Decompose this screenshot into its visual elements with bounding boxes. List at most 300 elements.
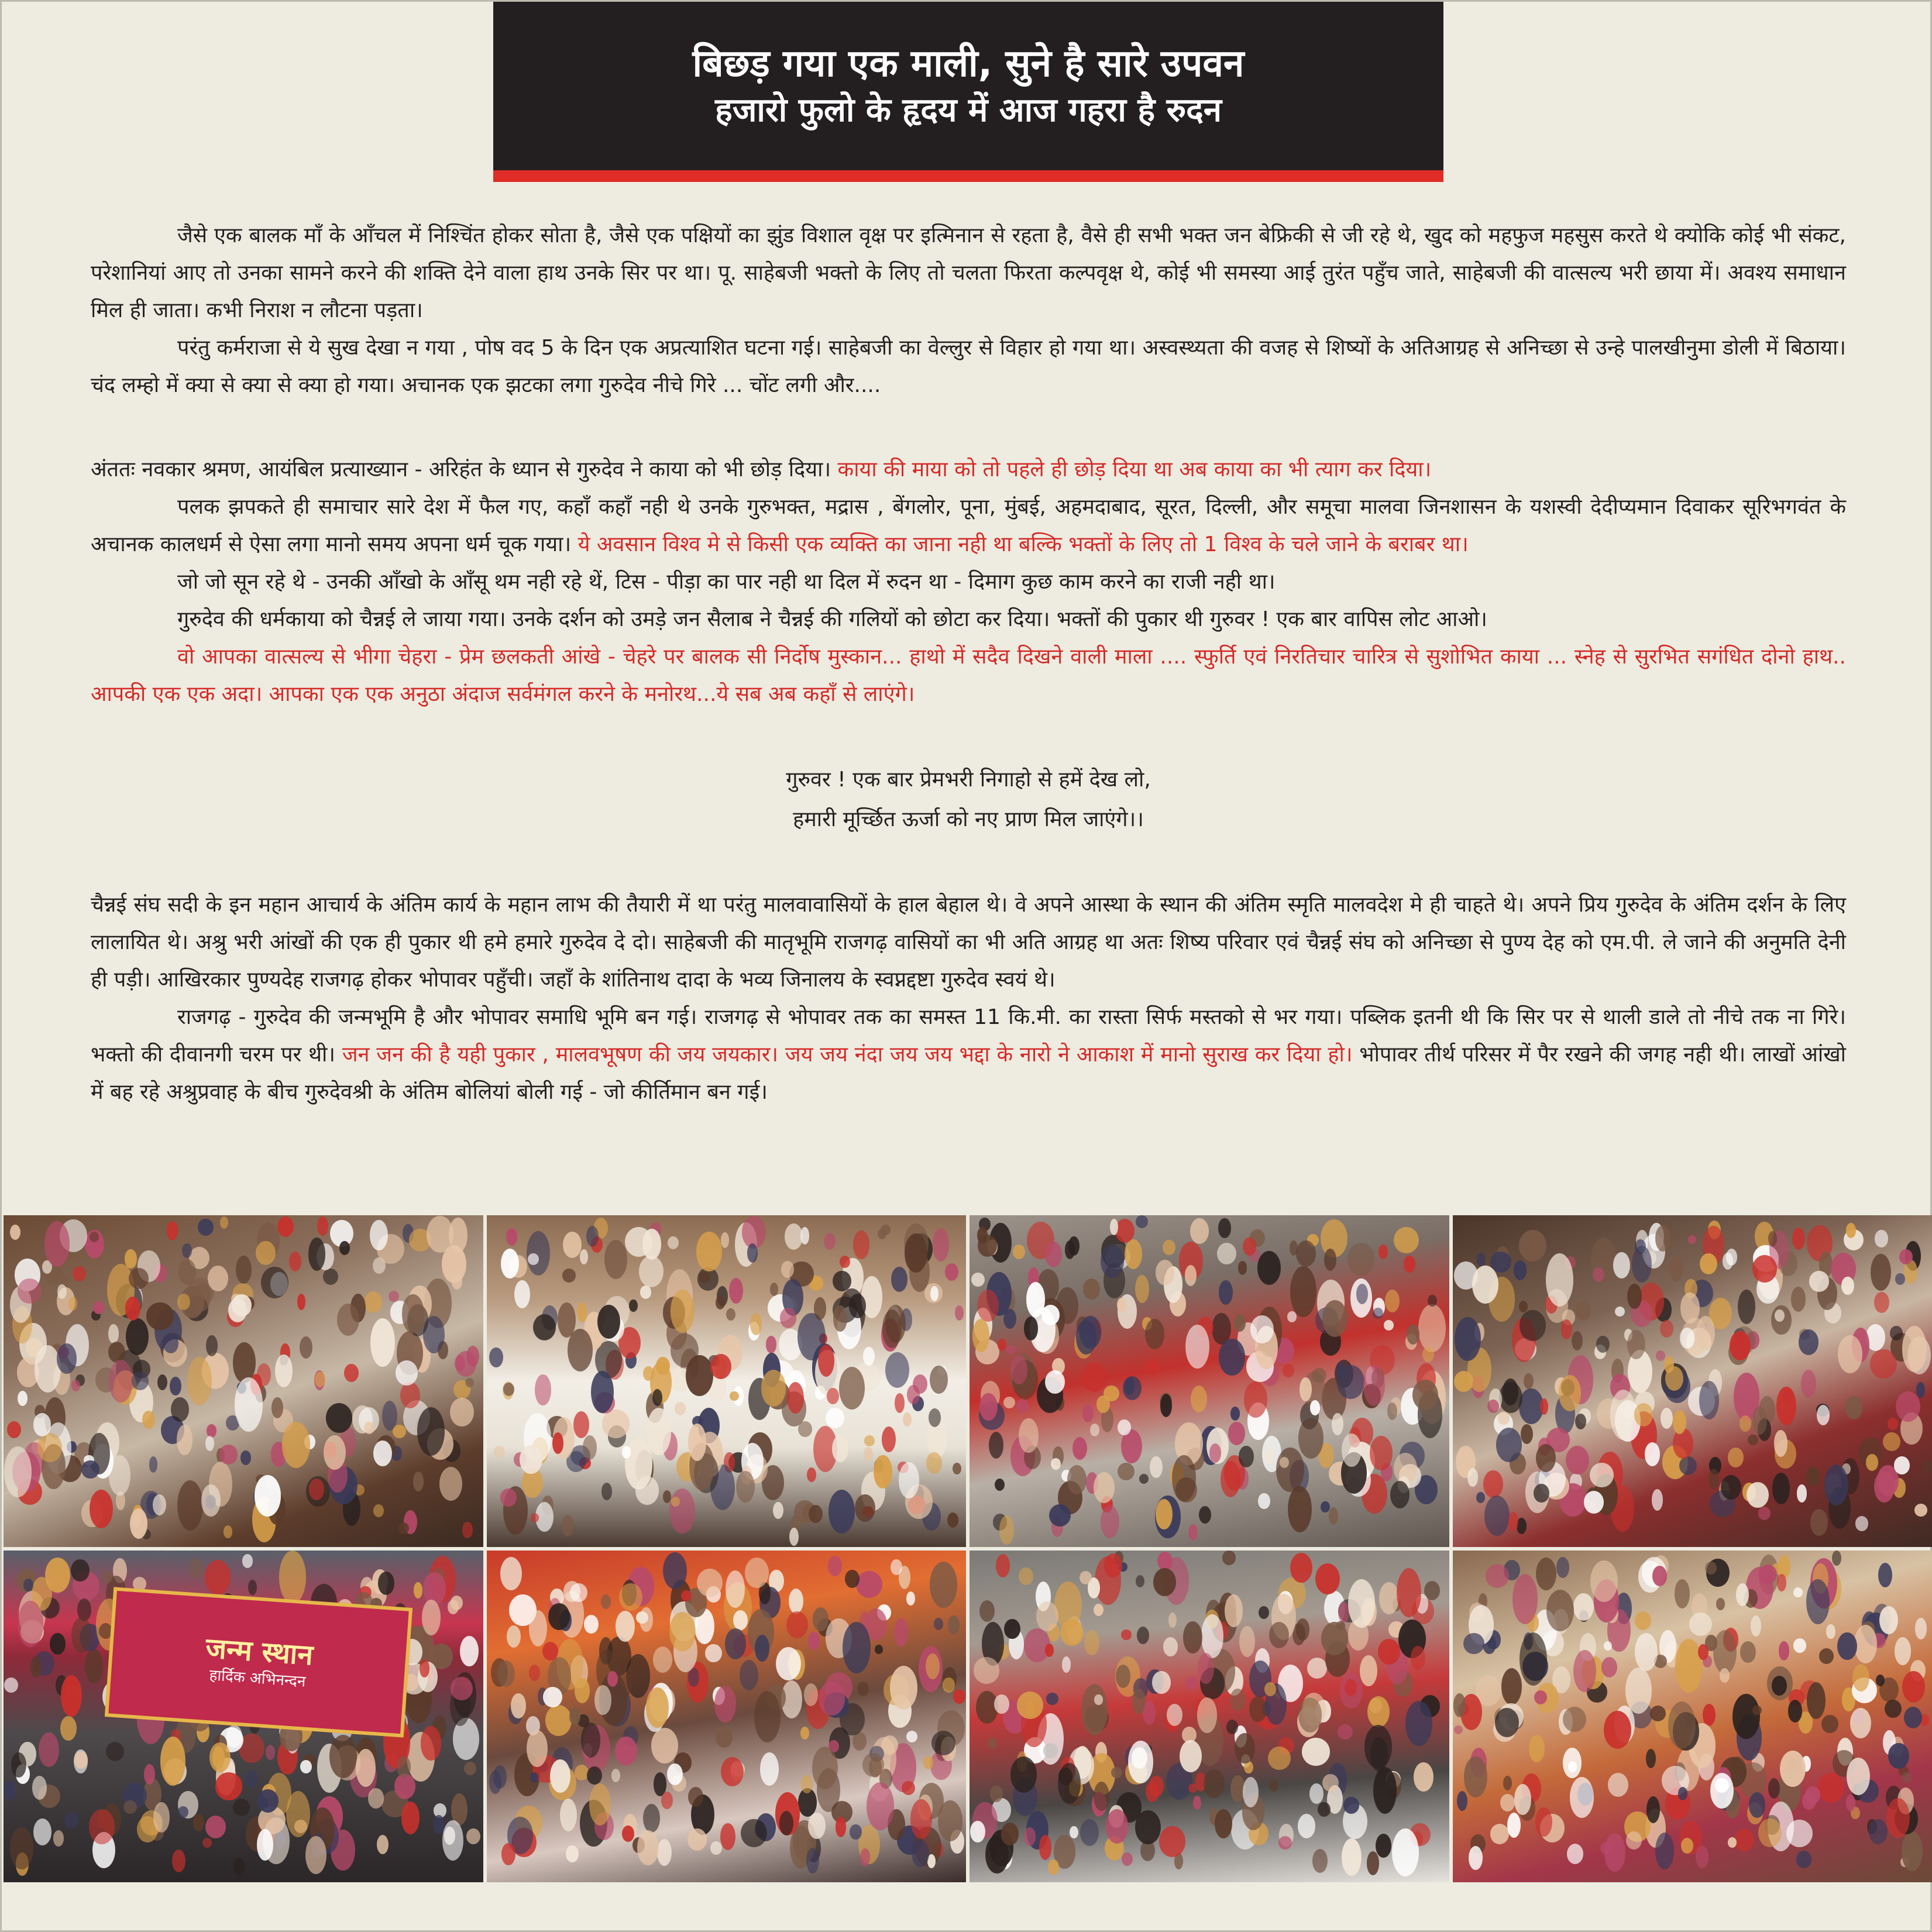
photo-packed-street bbox=[970, 1551, 1449, 1882]
crowd-figure bbox=[953, 1463, 961, 1474]
crowd-figure bbox=[1039, 1835, 1052, 1860]
crowd-figure bbox=[780, 1308, 796, 1328]
crowd-figure bbox=[219, 1445, 237, 1465]
crowd-figure bbox=[1455, 1317, 1481, 1361]
crowd-figure bbox=[747, 1243, 758, 1263]
paragraph-9-highlight: जन जन की है यही पुकार , मालवभूषण की जय जयकार। जय जय नंदा जय जय भद्दा के नारो ने आकाश में मानो सुराख कर दिया हो। bbox=[342, 1043, 1353, 1067]
crowd-figure bbox=[1153, 1568, 1175, 1596]
crowd-figure bbox=[1689, 1613, 1713, 1636]
crowd-figure bbox=[245, 1771, 258, 1788]
crowd-figure bbox=[1748, 1435, 1758, 1446]
crowd-figure bbox=[1768, 1778, 1780, 1799]
crowd-figure bbox=[125, 1297, 141, 1320]
crowd-figure bbox=[535, 1374, 551, 1405]
crowd-figure bbox=[1703, 1704, 1716, 1726]
crowd-figure bbox=[448, 1600, 459, 1614]
photo-hall-crowd bbox=[1453, 1215, 1932, 1547]
crowd-figure bbox=[1681, 1838, 1694, 1854]
crowd-figure bbox=[1655, 1833, 1674, 1869]
crowd-figure bbox=[1234, 1314, 1246, 1332]
crowd-figure bbox=[10, 1827, 33, 1870]
crowd-figure bbox=[1017, 1692, 1044, 1718]
crowd-figure bbox=[160, 1737, 185, 1786]
crowd-figure bbox=[639, 1256, 664, 1287]
crowd-figure bbox=[123, 1800, 137, 1814]
crowd-figure bbox=[1730, 1331, 1751, 1360]
crowd-figure bbox=[1296, 1240, 1316, 1267]
crowd-figure bbox=[1546, 1253, 1573, 1307]
crowd-figure bbox=[1407, 1324, 1419, 1345]
crowd-figure bbox=[1698, 1644, 1708, 1660]
crowd-figure bbox=[1072, 1437, 1087, 1460]
crowd-figure bbox=[1786, 1820, 1813, 1847]
crowd-figure bbox=[1083, 1278, 1100, 1300]
crowd-figure bbox=[560, 1799, 577, 1831]
crowd-figure bbox=[1916, 1382, 1925, 1398]
crowd-figure bbox=[1652, 1566, 1667, 1586]
crowd-figure bbox=[236, 1256, 251, 1284]
crowd-figure bbox=[1121, 1630, 1131, 1640]
crowd-figure bbox=[1819, 1648, 1834, 1664]
crowd-figure bbox=[1321, 1622, 1348, 1655]
crowd-figure bbox=[300, 1336, 312, 1359]
crowd-figure bbox=[1902, 1772, 1912, 1783]
crowd-figure bbox=[153, 1494, 166, 1515]
crowd-figure bbox=[421, 1726, 442, 1760]
crowd-figure bbox=[1244, 1381, 1267, 1418]
crowd-figure bbox=[1172, 1455, 1195, 1502]
crowd-figure bbox=[400, 1382, 420, 1408]
crowd-figure bbox=[1669, 1256, 1683, 1281]
crowd-figure bbox=[1738, 1290, 1755, 1324]
crowd-figure bbox=[11, 1752, 26, 1778]
paragraph-9 bbox=[91, 999, 1846, 1111]
crowd-figure bbox=[856, 1571, 883, 1598]
crowd-figure bbox=[1625, 1668, 1652, 1714]
crowd-figure bbox=[955, 1305, 964, 1321]
crowd-figure bbox=[242, 1554, 253, 1568]
crowd-figure bbox=[688, 1424, 707, 1461]
crowd-figure bbox=[583, 1435, 597, 1460]
crowd-texture bbox=[487, 1215, 967, 1547]
crowd-figure bbox=[934, 1618, 943, 1630]
crowd-figure bbox=[1280, 1457, 1289, 1468]
crowd-figure bbox=[1167, 1704, 1182, 1726]
crowd-figure bbox=[1024, 1827, 1036, 1845]
crowd-figure bbox=[1604, 1711, 1631, 1749]
crowd-figure bbox=[601, 1594, 611, 1609]
crowd-figure bbox=[393, 1425, 406, 1438]
paragraph-8: चैन्नई संघ सदी के इन महान आचार्य के अंतिम कार्य के महान लाभ की तैयारी में था परंतु मालवावासियों के हाल बेहाल थे। वे अपने आस्था के स्थान की अंतिम स्मृति मालवदेश मे ही चाहते थे। अपने प्रिय गुरुदेव के अंतिम दर्शन के लिए लालायित थे। अश्रु भरी आंखों की एक ही पुकार थी हमे हमारे गुरुदेव दे दो। साहेबजी की मातृभूमि राजगढ़ वासियों का भी अति आग्रह था अतः शिष्य परिवार एवं चैन्नई संघ को अनिच्छा से पुण्य देह को एम.पी. ले जाने की अनुमति देनी ही पड़ी। आखिरकार पुण्यदेह राजगढ़ होकर भोपावर पहुँची। जहाँ के शांतिनाथ दादा के भव्य जिनालय के स्वप्नद्दष्टा गुरुदेव स्वयं थे। bbox=[91, 893, 1846, 992]
paragraph-7-highlight: वो आपका वात्सल्य से भीगा चेहरा - प्रेम छलकती आंखे - चेहरे पर बालक सी निर्दोष मुस्कान... हाथो में सदैव दिखने वाली माला .... स्फुर्ति एवं निरतिचार चारित्र से सुशोभित काया ... स्नेह से सुरभित सगंधित दोनो हाथ.. आपकी एक एक अदा। आपका एक एक अनुठा अंदाज सर्वमंगल करने के मनोरथ...ये सब अब कहाँ से लाएंगे। bbox=[91, 645, 1846, 706]
crowd-figure bbox=[710, 1841, 722, 1855]
crowd-figure bbox=[545, 1705, 572, 1735]
crowd-figure bbox=[1132, 1689, 1146, 1714]
crowd-figure bbox=[1888, 1418, 1898, 1429]
crowd-figure bbox=[1290, 1553, 1312, 1583]
paragraph-6: गुरुदेव की धर्मकाया को चैन्नई ले जाया गया। उनके दर्शन को उमड़े जन सैलाब ने चैन्नई की गलियों को छोटा कर दिया। भक्तों की पुकार थी गुरुवर ! एक बार वापिस लोट आओ। bbox=[177, 607, 1487, 631]
crowd-figure bbox=[1914, 1504, 1927, 1517]
crowd-figure bbox=[1209, 1443, 1221, 1463]
crowd-figure bbox=[1363, 1364, 1385, 1406]
crowd-figure bbox=[102, 1570, 113, 1583]
crowd-figure bbox=[109, 1360, 133, 1402]
crowd-figure bbox=[745, 1558, 769, 1589]
crowd-figure bbox=[643, 1804, 660, 1833]
crowd-figure bbox=[1645, 1442, 1660, 1466]
crowd-figure bbox=[464, 1762, 476, 1775]
crowd-figure bbox=[625, 1438, 652, 1490]
crowd-figure bbox=[1503, 1776, 1512, 1790]
crowd-figure bbox=[875, 1645, 883, 1653]
crowd-figure bbox=[912, 1840, 929, 1868]
crowd-figure bbox=[548, 1603, 570, 1630]
crowd-figure bbox=[1679, 1456, 1697, 1475]
crowd-figure bbox=[978, 1235, 997, 1256]
crowd-figure bbox=[50, 1633, 66, 1655]
crowd-figure bbox=[1193, 1796, 1201, 1810]
crowd-figure bbox=[507, 1625, 520, 1648]
crowd-figure bbox=[773, 1502, 783, 1519]
crowd-figure bbox=[1627, 1330, 1645, 1359]
crowd-figure bbox=[1793, 1638, 1806, 1653]
crowd-figure bbox=[187, 1357, 212, 1405]
crowd-figure bbox=[33, 1818, 51, 1845]
crowd-figure bbox=[520, 1445, 542, 1474]
crowd-figure bbox=[370, 1220, 387, 1250]
banner-title: जन्म स्थान bbox=[204, 1631, 314, 1672]
crowd-figure bbox=[1422, 1347, 1434, 1362]
crowd-figure bbox=[668, 1236, 679, 1249]
crowd-figure bbox=[1634, 1403, 1653, 1426]
crowd-figure bbox=[543, 1687, 562, 1707]
crowd-figure bbox=[833, 1305, 847, 1332]
crowd-figure bbox=[1367, 1851, 1379, 1875]
crowd-figure bbox=[68, 1297, 77, 1311]
crowd-figure bbox=[895, 1393, 905, 1413]
crowd-figure bbox=[1218, 1218, 1230, 1238]
crowd-figure bbox=[1845, 1396, 1863, 1419]
crowd-figure bbox=[1807, 1682, 1826, 1719]
crowd-figure bbox=[1230, 1407, 1240, 1421]
crowd-figure bbox=[1776, 1387, 1796, 1426]
crowd-figure bbox=[1472, 1266, 1498, 1304]
crowd-figure bbox=[1573, 1650, 1596, 1693]
paragraph-9-text-b: भोपावर तीर्थ परिसर में पैर रखने की जगह नही थी। लाखों आंखो में बह रहे अश्रुप्रवाह के बीच गुरुदेवश्री के अंतिम बोलियां बोली गई - जो कीर्तिमान बन गई। bbox=[91, 1043, 1846, 1104]
crowd-figure bbox=[1604, 1641, 1613, 1651]
crowd-figure bbox=[1817, 1773, 1844, 1803]
crowd-figure bbox=[64, 1813, 78, 1828]
crowd-figure bbox=[801, 1775, 813, 1794]
crowd-figure bbox=[577, 1302, 588, 1322]
crowd-figure bbox=[1392, 1828, 1419, 1876]
crowd-figure bbox=[248, 1580, 256, 1595]
crowd-figure bbox=[988, 1738, 997, 1749]
crowd-figure bbox=[1902, 1326, 1927, 1372]
photo-grid bbox=[4, 1215, 1932, 1882]
crowd-figure bbox=[1370, 1436, 1392, 1470]
crowd-figure bbox=[729, 1278, 743, 1304]
crowd-figure bbox=[1534, 1484, 1549, 1503]
crowd-figure bbox=[57, 1284, 66, 1299]
crowd-figure bbox=[1740, 1415, 1751, 1431]
crowd-figure bbox=[1268, 1747, 1291, 1770]
crowd-figure bbox=[761, 1370, 786, 1407]
crowd-figure bbox=[989, 1432, 1003, 1459]
crowd-figure bbox=[800, 1727, 809, 1740]
crowd-figure bbox=[1610, 1390, 1637, 1440]
crowd-figure bbox=[308, 1237, 326, 1271]
paragraph-4-text: पलक झपकते ही समाचार सारे देश में फैल गए, कहाँ कहाँ नही थे उनके गुरुभक्त, मद्रास , बेंगलोर, पूना, मुंबई, अहमदाबाद, सूरत, दिल्ली, और समूचा मालवा जिनशासन के यशस्वी देदीप्यमान दिवाकर सूरिभगवंत के अचानक कालधर्म से ऐसा लगा मानो समय अपना धर्म चूक गया। bbox=[91, 495, 1846, 556]
crowd-figure bbox=[439, 1467, 462, 1501]
crowd-figure bbox=[18, 1391, 27, 1406]
crowd-figure bbox=[261, 1267, 288, 1298]
crowd-figure bbox=[813, 1607, 828, 1631]
crowd-figure bbox=[1378, 1639, 1400, 1665]
crowd-figure bbox=[910, 1799, 932, 1839]
crowd-texture bbox=[970, 1215, 1449, 1547]
crowd-figure bbox=[1356, 1284, 1368, 1304]
crowd-figure bbox=[1019, 1567, 1033, 1584]
crowd-figure bbox=[625, 1227, 652, 1257]
crowd-figure bbox=[1004, 1619, 1020, 1639]
crowd-figure bbox=[862, 1753, 884, 1777]
crowd-figure bbox=[839, 1367, 865, 1410]
crowd-figure bbox=[528, 1253, 539, 1265]
crowd-figure bbox=[562, 1268, 576, 1282]
crowd-figure bbox=[1049, 1504, 1070, 1527]
crowd-figure bbox=[153, 1802, 170, 1833]
crowd-figure bbox=[736, 1471, 755, 1503]
crowd-figure bbox=[891, 1267, 907, 1292]
crowd-figure bbox=[85, 1649, 103, 1683]
crowd-figure bbox=[1219, 1280, 1233, 1305]
crowd-figure bbox=[1600, 1842, 1612, 1855]
crowd-figure bbox=[570, 1583, 587, 1602]
crowd-figure bbox=[1895, 1273, 1905, 1285]
crowd-figure bbox=[931, 1731, 955, 1755]
crowd-figure bbox=[661, 1792, 673, 1809]
crowd-figure bbox=[1056, 1287, 1078, 1324]
crowd-figure bbox=[1559, 1375, 1581, 1411]
crowd-figure bbox=[1870, 1349, 1897, 1379]
crowd-figure bbox=[511, 1693, 526, 1719]
crowd-figure bbox=[44, 1221, 70, 1267]
crowd-figure bbox=[1269, 1622, 1289, 1648]
crowd-figure bbox=[826, 1408, 844, 1428]
crowd-figure bbox=[1699, 1381, 1720, 1419]
crowd-figure bbox=[733, 1610, 748, 1630]
crowd-figure bbox=[697, 1569, 723, 1597]
crowd-figure bbox=[529, 1610, 547, 1646]
crowd-figure bbox=[1221, 1461, 1240, 1497]
crowd-figure bbox=[1832, 1551, 1841, 1566]
crowd-figure bbox=[1136, 1215, 1148, 1228]
crowd-figure bbox=[1163, 1240, 1175, 1255]
crowd-figure bbox=[1146, 1782, 1159, 1803]
crowd-figure bbox=[1024, 1316, 1039, 1340]
crowd-figure bbox=[39, 1732, 59, 1767]
crowd-figure bbox=[1777, 1574, 1786, 1591]
crowd-figure bbox=[33, 1413, 51, 1436]
crowd-figure bbox=[1791, 1287, 1806, 1312]
crowd-figure bbox=[828, 1556, 842, 1576]
photo-birthplace-banner bbox=[4, 1551, 483, 1882]
crowd-figure bbox=[1720, 1668, 1730, 1683]
crowd-figure bbox=[1188, 1783, 1197, 1792]
crowd-figure bbox=[1013, 1245, 1025, 1259]
crowd-figure bbox=[1626, 1831, 1642, 1850]
crowd-figure bbox=[786, 1611, 808, 1638]
crowd-figure bbox=[699, 1272, 710, 1283]
crowd-figure bbox=[177, 1425, 192, 1455]
crowd-figure bbox=[266, 1745, 275, 1760]
crowd-figure bbox=[1675, 1579, 1690, 1608]
crowd-figure bbox=[1188, 1524, 1198, 1541]
crowd-figure bbox=[1106, 1809, 1129, 1844]
spacer bbox=[91, 713, 1846, 760]
crowd-figure bbox=[1793, 1587, 1803, 1598]
crowd-figure bbox=[1302, 1738, 1329, 1766]
crowd-figure bbox=[193, 1814, 204, 1831]
crowd-figure bbox=[1841, 1277, 1854, 1295]
crowd-figure bbox=[1360, 1655, 1377, 1686]
crowd-figure bbox=[257, 1789, 279, 1813]
crowd-figure bbox=[1563, 1707, 1586, 1732]
crowd-figure bbox=[637, 1830, 659, 1866]
crowd-figure bbox=[562, 1515, 573, 1536]
crowd-figure bbox=[1054, 1582, 1082, 1629]
crowd-figure bbox=[1307, 1658, 1327, 1679]
crowd-figure bbox=[622, 1826, 634, 1842]
crowd-figure bbox=[542, 1642, 558, 1661]
crowd-figure bbox=[323, 1268, 338, 1285]
crowd-figure bbox=[829, 1490, 855, 1534]
crowd-figure bbox=[1118, 1463, 1135, 1481]
crowd-figure bbox=[1457, 1791, 1467, 1811]
crowd-figure bbox=[497, 1661, 515, 1687]
crowd-figure bbox=[640, 1285, 651, 1298]
crowd-figure bbox=[1190, 1218, 1209, 1244]
crowd-figure bbox=[652, 1389, 662, 1406]
crowd-figure bbox=[1122, 1852, 1133, 1866]
crowd-figure bbox=[1269, 1780, 1279, 1792]
crowd-figure bbox=[979, 1600, 995, 1622]
crowd-figure bbox=[198, 1219, 213, 1236]
crowd-figure bbox=[30, 1656, 41, 1677]
crowd-figure bbox=[675, 1402, 685, 1415]
crowd-figure bbox=[1185, 1265, 1197, 1286]
crowd-figure bbox=[1094, 1472, 1115, 1503]
crowd-figure bbox=[906, 1731, 917, 1742]
paragraph-3-highlight: काया की माया को तो पहले ही छोड़ दिया था अब काया का भी त्याग कर दिया। bbox=[837, 458, 1432, 482]
crowd-figure bbox=[726, 1570, 745, 1607]
crowd-texture bbox=[1453, 1551, 1932, 1882]
crowd-figure bbox=[339, 1241, 350, 1255]
crowd-figure bbox=[616, 1611, 635, 1642]
crowd-figure bbox=[389, 1291, 399, 1302]
paragraph-9-text-a: राजगढ़ - गुरुदेव की जन्मभूमि है और भोपावर समाधि भूमि बन गई। राजगढ़ से भोपावर तक का समस्त 11 कि.मी. का रास्ता सिर्फ मस्तको से भर गया। पब्लिक इतनी थी कि सिर पर से थाली डाले तो नीचे तक ना गिरे। भक्तो की दीवानगी चरम पर थी। bbox=[91, 1005, 1846, 1067]
crowd-figure bbox=[1573, 1593, 1594, 1621]
crowd-figure bbox=[995, 1479, 1005, 1491]
crowd-figure bbox=[1076, 1320, 1096, 1354]
crowd-figure bbox=[1879, 1606, 1898, 1635]
crowd-figure bbox=[663, 1552, 687, 1589]
crowd-figure bbox=[1379, 1582, 1399, 1615]
crowd-figure bbox=[1309, 1783, 1323, 1804]
crowd-figure bbox=[1348, 1579, 1375, 1628]
crowd-figure bbox=[891, 1559, 902, 1575]
crowd-figure bbox=[1464, 1756, 1487, 1797]
crowd-figure bbox=[714, 1686, 736, 1722]
crowd-figure bbox=[1635, 1633, 1658, 1672]
crowd-figure bbox=[1878, 1563, 1892, 1588]
crowd-figure bbox=[1384, 1320, 1394, 1331]
crowd-figure bbox=[489, 1771, 501, 1794]
crowd-figure bbox=[1810, 1509, 1828, 1536]
crowd-figure bbox=[205, 1560, 231, 1594]
crowd-figure bbox=[378, 1572, 394, 1594]
crowd-figure bbox=[1290, 1266, 1316, 1317]
crowd-figure bbox=[289, 1252, 302, 1271]
crowd-figure bbox=[1728, 1448, 1743, 1467]
crowd-figure bbox=[23, 1579, 33, 1592]
crowd-figure bbox=[1732, 1694, 1759, 1738]
crowd-figure bbox=[71, 1617, 92, 1653]
crowd-figure bbox=[1150, 1456, 1162, 1478]
crowd-figure bbox=[1498, 1411, 1509, 1424]
crowd-figure bbox=[1752, 1706, 1762, 1715]
crowd-figure bbox=[1041, 1305, 1060, 1325]
crowd-figure bbox=[1239, 1446, 1254, 1467]
crowd-figure bbox=[1752, 1407, 1766, 1435]
crowd-figure bbox=[1837, 1632, 1857, 1661]
crowd-figure bbox=[1156, 1499, 1173, 1529]
crowd-figure bbox=[1001, 1823, 1019, 1845]
crowd-figure bbox=[1411, 1646, 1426, 1670]
crowd-figure bbox=[451, 1677, 472, 1701]
crowd-figure bbox=[373, 1441, 391, 1466]
crowd-figure bbox=[1650, 1706, 1666, 1721]
crowd-figure bbox=[1752, 1255, 1777, 1282]
crowd-figure bbox=[619, 1583, 642, 1611]
crowd-figure bbox=[1128, 1741, 1153, 1783]
crowd-figure bbox=[1385, 1290, 1400, 1312]
crowd-figure bbox=[550, 1759, 570, 1793]
crowd-figure bbox=[1576, 1301, 1591, 1321]
crowd-figure bbox=[587, 1766, 602, 1785]
crowd-figure bbox=[1238, 1261, 1247, 1274]
crowd-figure bbox=[1045, 1370, 1064, 1394]
crowd-figure bbox=[594, 1685, 611, 1715]
crowd-figure bbox=[819, 1682, 844, 1716]
crowd-figure bbox=[1219, 1339, 1245, 1375]
crowd-figure bbox=[501, 1843, 515, 1865]
crowd-figure bbox=[1152, 1671, 1170, 1693]
crowd-figure bbox=[35, 1345, 61, 1393]
crowd-figure bbox=[215, 1772, 242, 1800]
crowd-figure bbox=[785, 1223, 803, 1250]
crowd-figure bbox=[1264, 1682, 1276, 1696]
crowd-figure bbox=[1512, 1574, 1538, 1624]
crowd-figure bbox=[836, 1817, 847, 1837]
crowd-figure bbox=[233, 1858, 244, 1876]
crowd-figure bbox=[344, 1364, 359, 1383]
crowd-figure bbox=[420, 1659, 429, 1677]
crowd-figure bbox=[326, 1403, 352, 1432]
crowd-figure bbox=[974, 1657, 999, 1684]
crowd-figure bbox=[1259, 1606, 1269, 1618]
